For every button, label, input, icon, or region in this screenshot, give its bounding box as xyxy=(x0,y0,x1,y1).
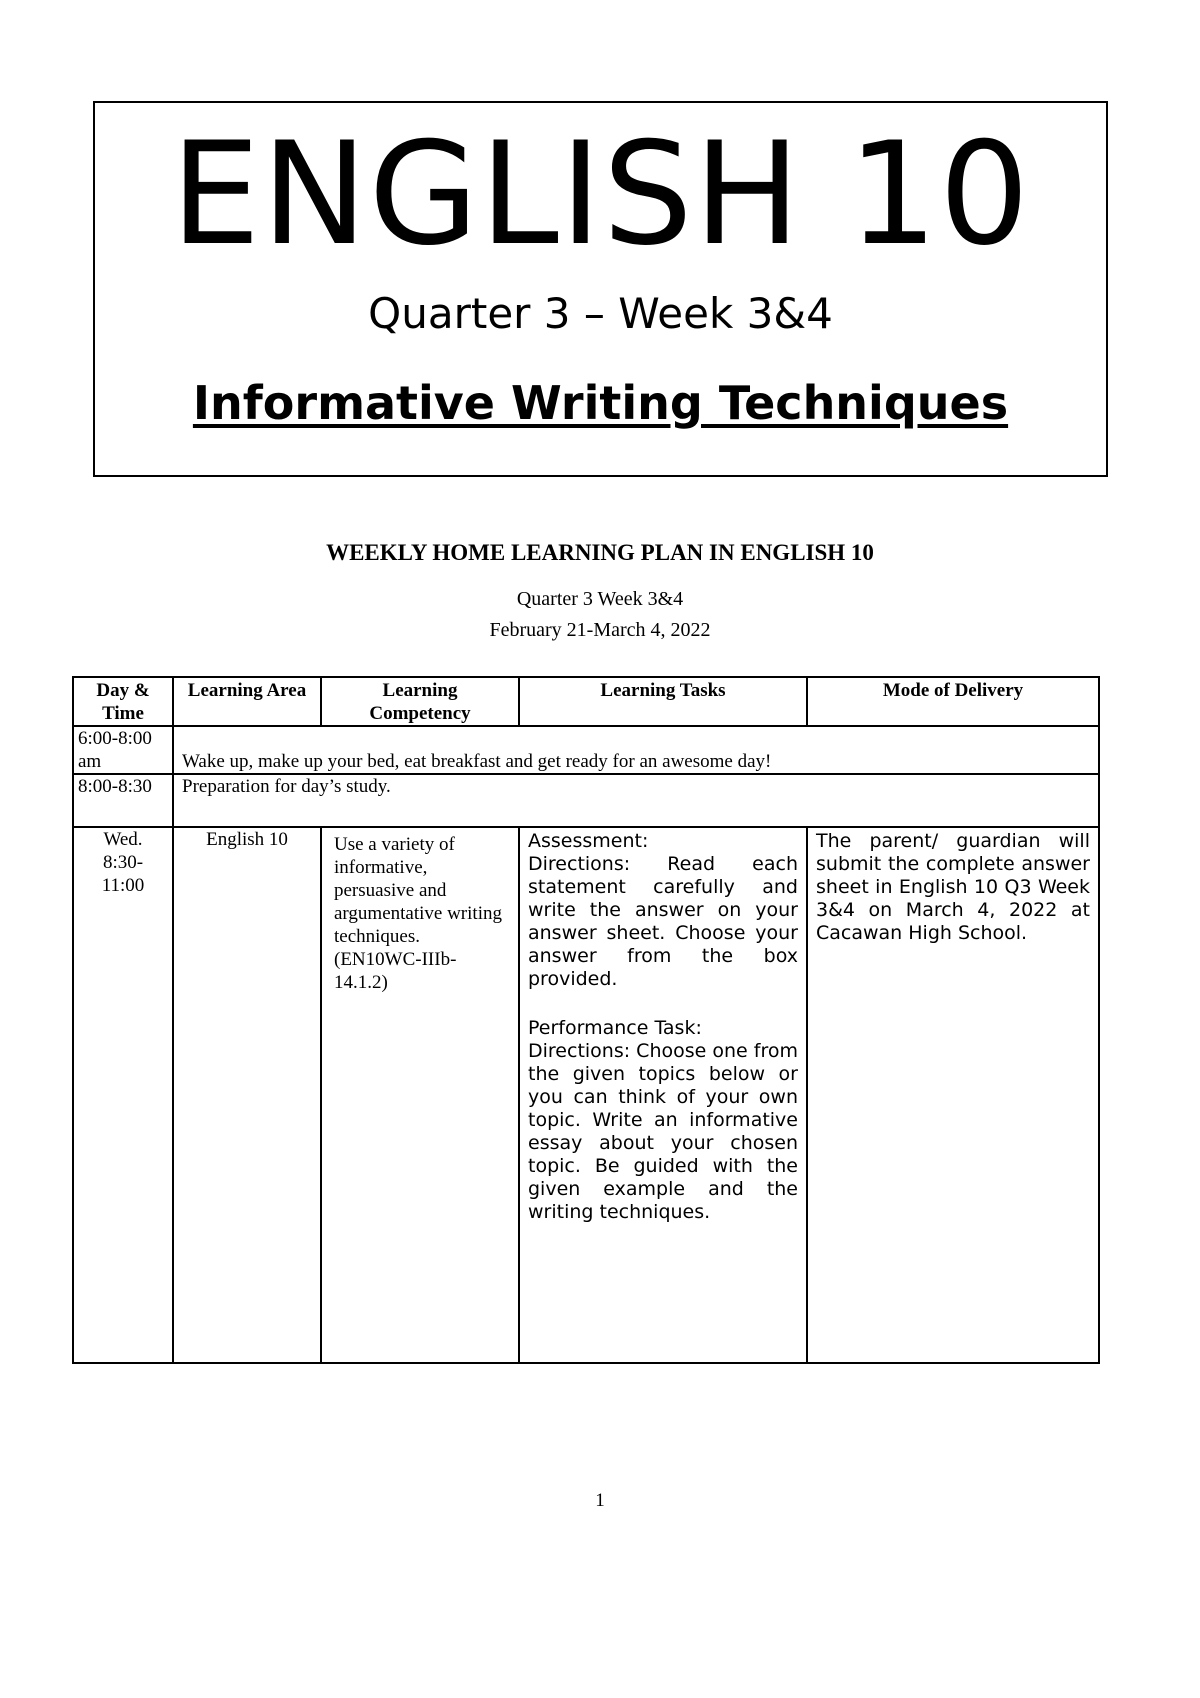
table-row xyxy=(73,774,1099,827)
row-time: 8:00-8:30 xyxy=(73,774,173,827)
main-learning-area: English 10 xyxy=(173,827,321,1363)
cover-subtitle: Quarter 3 – Week 3&4 xyxy=(368,289,833,338)
assessment-directions: Directions: Read each statement carefully and write the answer on your answer sheet. Choose your answer from the box provided. xyxy=(528,853,798,990)
header-day-time: Day & Time xyxy=(73,677,173,726)
plan-heading: WEEKLY HOME LEARNING PLAN IN ENGLISH 10 xyxy=(326,540,874,565)
page-number: 1 xyxy=(595,1490,605,1511)
header-learning-tasks: Learning Tasks xyxy=(519,677,807,726)
cover-topic: Informative Writing Techniques xyxy=(192,376,1009,430)
plan-quarter-week: Quarter 3 Week 3&4 xyxy=(516,588,684,610)
table-row xyxy=(73,726,1099,774)
row-time: 6:00-8:00 am xyxy=(73,726,173,774)
assessment-label: Assessment: xyxy=(528,830,649,852)
spacer xyxy=(528,991,798,1017)
performance-label: Performance Task: xyxy=(528,1017,702,1039)
main-day-time: Wed. 8:30-11:00 xyxy=(73,827,173,1363)
main-competency: Use a variety of informative, persuasive and argumentative writing techniques. (EN10WC-IIIb-14.1.2) xyxy=(321,827,519,1363)
header-learning-area: Learning Area xyxy=(173,677,321,726)
header-mode-of-delivery: Mode of Delivery xyxy=(807,677,1099,726)
cover-title: ENGLISH 10 xyxy=(170,112,1031,277)
learning-plan-table xyxy=(72,676,1100,1364)
main-mode-of-delivery: The parent/ guardian will submit the complete answer sheet in English 10 Q3 Week 3&4 on March 4, 2022 at Cacawan High School. xyxy=(807,827,1099,1363)
cover-title-box xyxy=(93,101,1108,477)
table-header-row xyxy=(73,677,1099,726)
row-activity: Preparation for day’s study. xyxy=(173,774,1099,827)
row-activity: Wake up, make up your bed, eat breakfast and get ready for an awesome day! xyxy=(173,726,1099,774)
main-learning-tasks xyxy=(519,827,807,1363)
table-row xyxy=(73,827,1099,1363)
header-learning-competency: Learning Competency xyxy=(321,677,519,726)
performance-directions: Directions: Choose one from the given topics below or you can think of your own topic. Write an informative essay about your chosen topic. Be guided with the given example and the writing techniques. xyxy=(528,1040,798,1223)
plan-date-range: February 21-March 4, 2022 xyxy=(489,619,711,641)
